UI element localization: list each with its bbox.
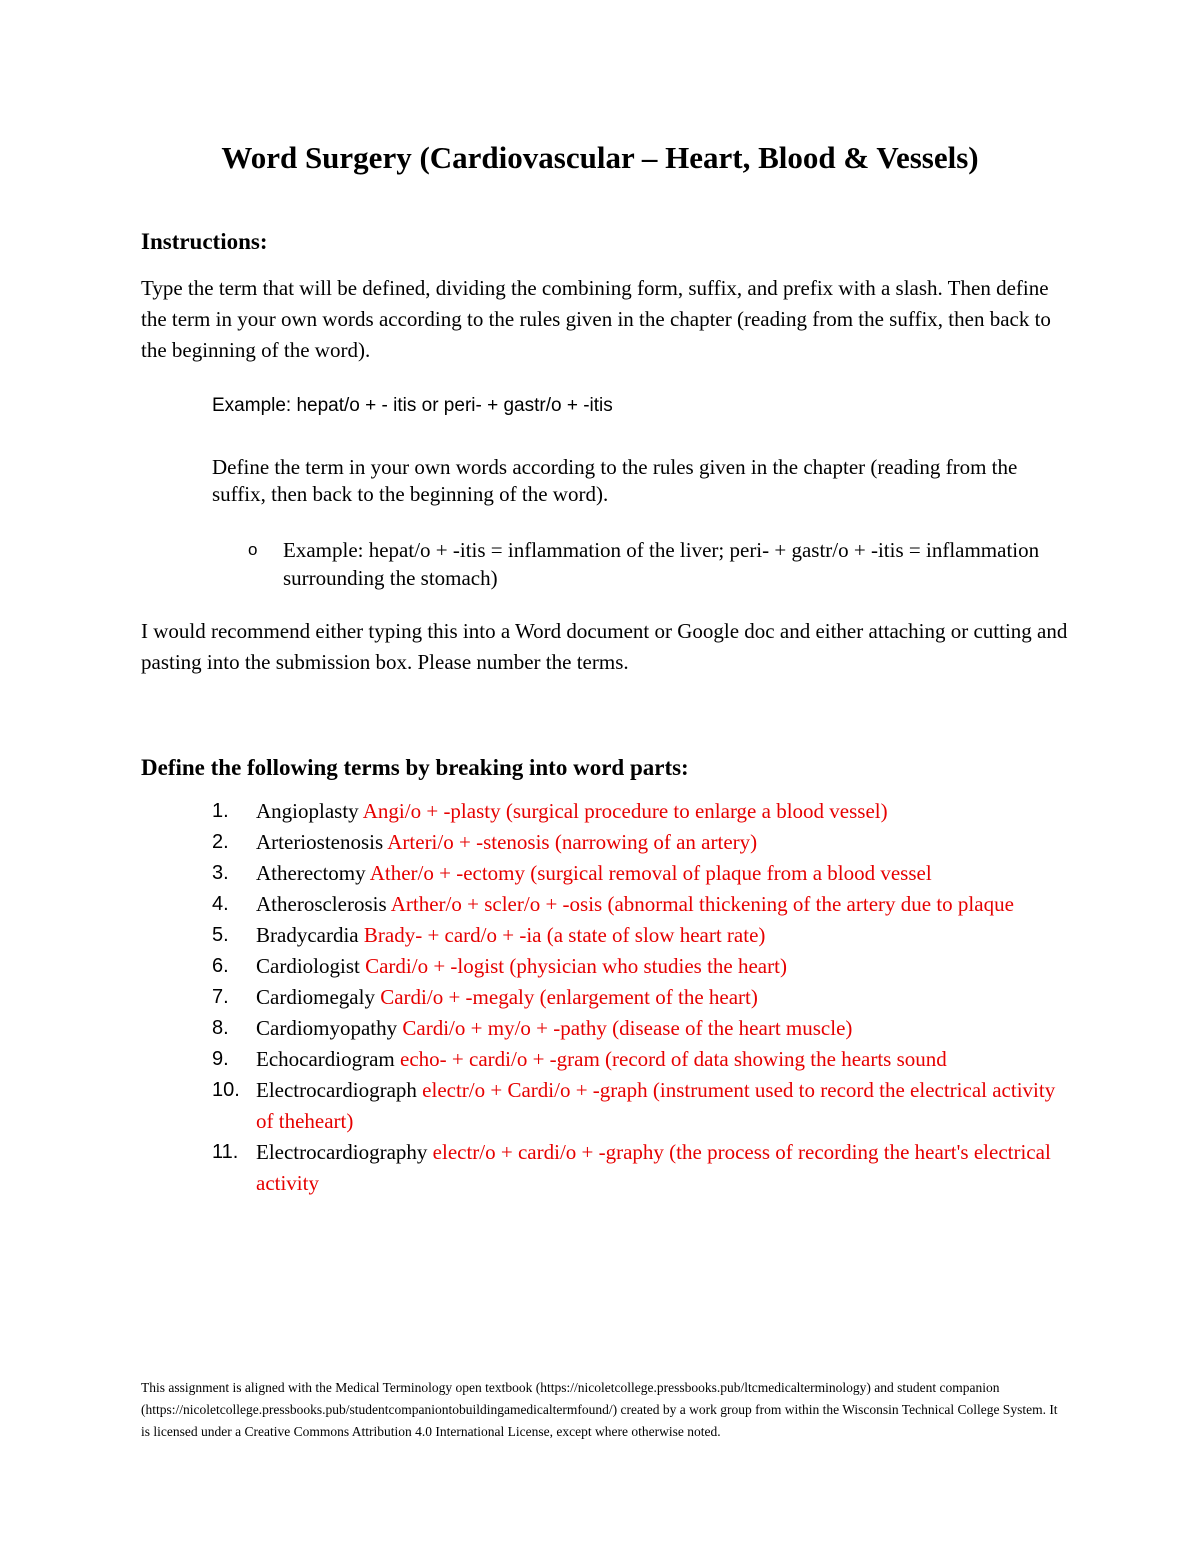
term-answer: electr/o + cardi/o + -graphy (the process of recording the heart's electrical activity xyxy=(256,1140,1051,1195)
list-item xyxy=(0,982,1076,1013)
term-answer: Arther/o + scler/o + -osis (abnormal thickening of the artery due to plaque xyxy=(390,892,1014,916)
list-item-number: 5. xyxy=(212,924,229,946)
list-item xyxy=(0,1075,1076,1137)
bullet-example: Example: hepat/o + -itis = inflammation of the liver; peri- + gastr/o + -itis = inflammation surrounding the stomach) xyxy=(283,538,1040,590)
list-item-number: 10. xyxy=(212,1079,240,1101)
list-item-number: 8. xyxy=(212,1017,229,1039)
footnote: This assignment is aligned with the Medical Terminology open textbook (https://nicoletcollege.pressbooks.pub/ltcmedicalterminology) and student companion (https://nicoletcollege.pressbooks.pub/studentcompaniontobuildingamedicaltermfound/) created by a work group from within the Wisconsin Technical College System. It is licensed under a Creative Commons Attribution 4.0 International License, except where otherwise noted. xyxy=(141,1380,1058,1439)
list-item-number: 11. xyxy=(212,1141,239,1163)
term-word: Cardiologist xyxy=(256,954,360,978)
list-item xyxy=(0,858,1076,889)
list-item xyxy=(0,1013,1076,1044)
list-item-number: 1. xyxy=(212,800,229,822)
list-item-number: 3. xyxy=(212,862,229,884)
term-answer: Cardi/o + my/o + -pathy (disease of the heart muscle) xyxy=(402,1016,853,1040)
term-answer: Cardi/o + -megaly (enlargement of the heart) xyxy=(380,985,758,1009)
term-answer: Angi/o + -plasty (surgical procedure to enlarge a blood vessel) xyxy=(362,799,888,823)
term-answer: Arteri/o + -stenosis (narrowing of an artery) xyxy=(387,830,758,854)
term-word: Cardiomegaly xyxy=(256,985,375,1009)
list-item xyxy=(0,920,1076,951)
term-answer: Cardi/o + -logist (physician who studies the heart) xyxy=(365,954,787,978)
list-item-number: 2. xyxy=(212,831,229,853)
term-answer: echo- + cardi/o + -gram (record of data showing the hearts sound xyxy=(400,1047,947,1071)
term-word: Electrocardiography xyxy=(256,1140,428,1164)
list-item xyxy=(0,1137,1076,1199)
list-item xyxy=(0,889,1076,920)
list-item xyxy=(0,827,1076,858)
page-title: Word Surgery (Cardiovascular – Heart, Blood & Vessels) xyxy=(221,140,979,175)
instructions-text: Type the term that will be defined, dividing the combining form, suffix, and prefix with a slash. Then define the term in your own words according to the rules given in the chapter (reading from the suffix, then back to the beginning of the word). xyxy=(141,276,1051,362)
term-word: Atherectomy xyxy=(256,861,366,885)
terms-heading: Define the following terms by breaking into word parts: xyxy=(141,755,689,780)
list-item xyxy=(0,951,1076,982)
list-item-number: 7. xyxy=(212,986,229,1008)
list-item xyxy=(0,796,1076,827)
list-item-number: 9. xyxy=(212,1048,229,1070)
term-word: Bradycardia xyxy=(256,923,359,947)
list-item xyxy=(0,1044,1076,1075)
example-line: Example: hepat/o + - itis or peri- + gastr/o + -itis xyxy=(212,395,613,416)
bullet-marker: o xyxy=(248,540,258,559)
list-item-number: 4. xyxy=(212,893,229,915)
recommend-text: I would recommend either typing this into a Word document or Google doc and either attaching or cutting and pasting into the submission box. Please number the terms. xyxy=(141,619,1068,674)
term-answer: electr/o + Cardi/o + -graph (instrument used to record the electrical activity of theheart) xyxy=(256,1078,1056,1133)
instructions-heading: Instructions: xyxy=(141,229,268,254)
term-answer: Brady- + card/o + -ia (a state of slow heart rate) xyxy=(363,923,766,947)
define-text: Define the term in your own words according to the rules given in the chapter (reading from the suffix, then back to the beginning of the word). xyxy=(212,455,1018,506)
list-item-number: 6. xyxy=(212,955,229,977)
term-word: Echocardiogram xyxy=(256,1047,395,1071)
term-answer: Ather/o + -ectomy (surgical removal of plaque from a blood vessel xyxy=(369,861,932,885)
terms-list xyxy=(0,796,1200,1199)
term-word: Atherosclerosis xyxy=(256,892,387,916)
term-word: Cardiomyopathy xyxy=(256,1016,398,1040)
term-word: Arteriostenosis xyxy=(256,830,384,854)
term-word: Electrocardiograph xyxy=(256,1078,417,1102)
term-word: Angioplasty xyxy=(256,799,359,823)
